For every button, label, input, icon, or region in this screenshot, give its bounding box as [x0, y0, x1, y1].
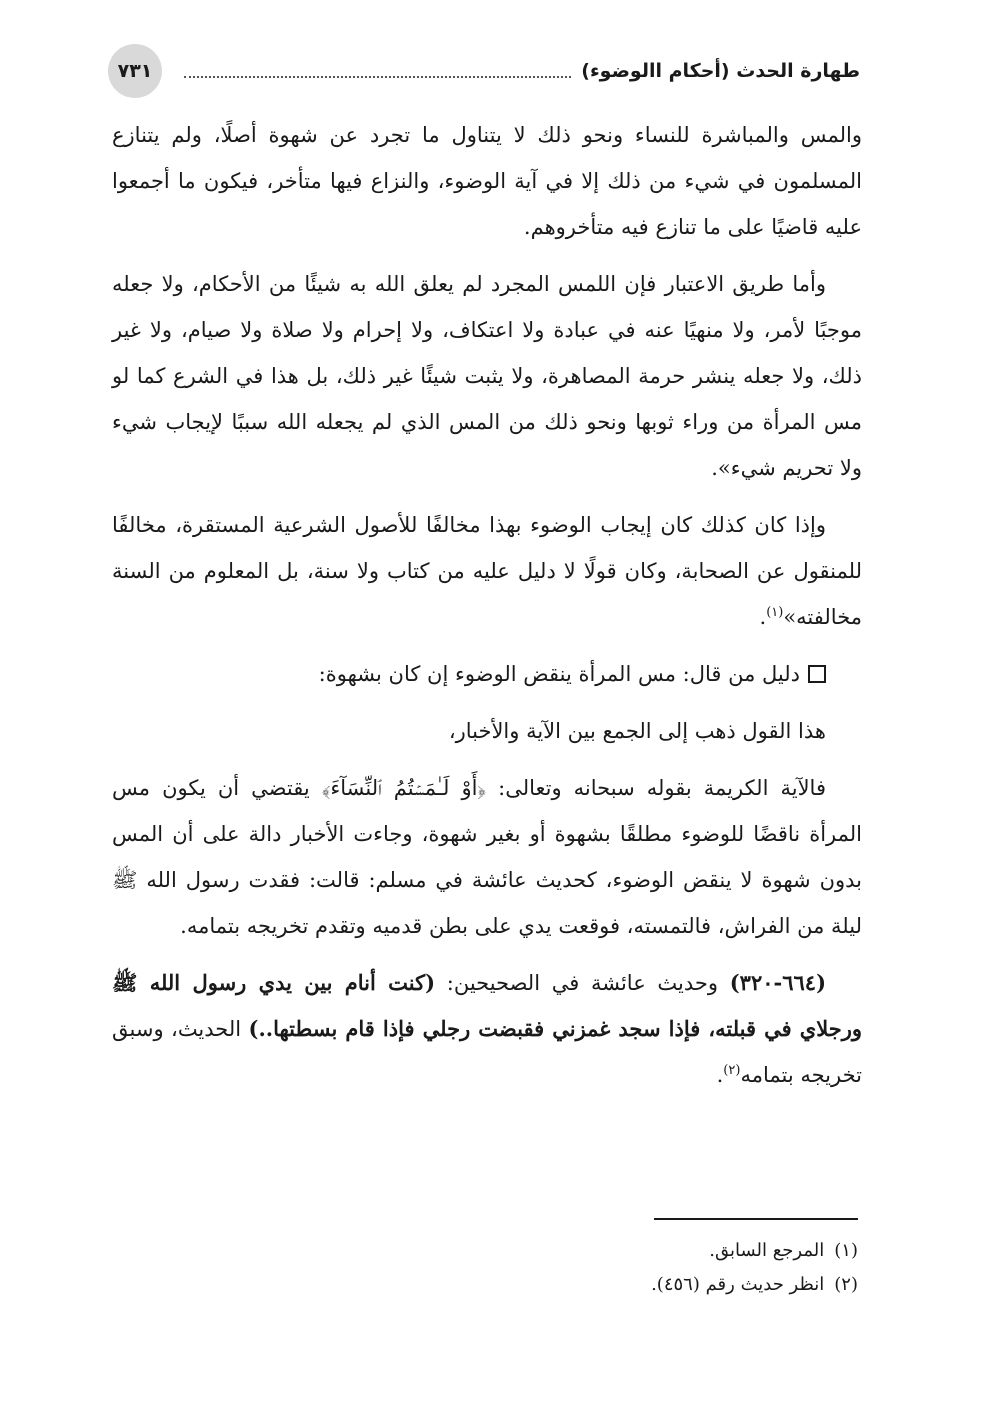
page-number: ٧٣١: [108, 44, 162, 98]
paragraph-3: [112, 502, 862, 640]
header-dot-leader: [184, 76, 571, 78]
main-text: [112, 112, 862, 1109]
paragraph-7-end: .: [716, 1063, 724, 1087]
paragraph-2: وأما طريق الاعتبار فإن اللمس المجرد لم يعلق الله به شيئًا من الأحكام، ولا جعله موجبًا لأمر، ولا منهيًا عنه في عبادة ولا اعتكاف، ولا إحرام ولا صلاة ولا صيام، ولا غير ذلك، ولا جعله ينشر حرمة المصاهرة، ولا يثبت شيئًا غير ذلك، بل هذا في الشرع كما لو مس المرأة من وراء ثوبها ونحو ذلك من المس الذي لم يجعله الله سببًا لإيجاب شيء ولا تحريم شيء».: [112, 272, 862, 480]
footnote-mark: (٢): [834, 1274, 858, 1295]
footnote-item: [112, 1268, 860, 1302]
paragraph-7: [112, 960, 862, 1098]
paragraph-6-rest: يقتضي أن يكون مس المرأة ناقضًا للوضوء مطلقًا بشهوة أو بغير شهوة، وجاءت الأخبار دالة على أن المس بدون شهوة لا ينقض الوضوء، كحديث عائشة في مسلم: قالت: فقدت رسول الله ﷺ ليلة من الفراش، فالتمسته، فوقعت يدي على بطن قدميه وتقدم تخريجه بتمامه.: [112, 776, 863, 938]
checkbox-square-icon: [808, 665, 826, 683]
footnote-mark: (١): [834, 1240, 858, 1261]
footnote-ref-1[interactable]: (١): [766, 605, 784, 620]
paragraph-5: هذا القول ذهب إلى الجمع بين الآية والأخبار،: [448, 719, 826, 743]
running-head: [174, 56, 860, 86]
paragraph-7-rest: الحديث، وسبق تخريجه بتمامه: [112, 1017, 862, 1087]
footnote-ref-2[interactable]: (٢): [723, 1063, 741, 1078]
quran-verse: ﴿أَوْ لَـٰمَسۡتُمُ ٱلنِّسَآءَ﴾: [321, 776, 487, 800]
paragraph-3-end: .: [759, 605, 767, 629]
section-heading-text: دليل من قال: مس المرأة ينقض الوضوء إن كان بشهوة:: [318, 662, 800, 686]
hadith-text: (كنت أنام بين يدي رسول الله ﷺ ورجلاي في قبلته، فإذا سجد غمزني فقبضت رجلي فإذا قام بسطتها..): [112, 970, 862, 1041]
paragraph-3-text: وإذا كان كذلك كان إيجاب الوضوء بهذا مخالفًا للأصول الشرعية المستقرة، مخالفًا للمنقول عن الصحابة، وكان قولًا لا دليل عليه من كتاب ولا سنة، بل المعلوم من السنة مخالفته»: [112, 513, 862, 629]
running-title: طهارة الحدث (أحكام االوضوء): [581, 60, 860, 82]
paragraph-7-intro: وحديث عائشة في الصحيحين:: [435, 971, 730, 995]
paragraph-6-intro: فالآية الكريمة بقوله سبحانه وتعالى:: [486, 776, 826, 800]
page-header: [108, 44, 860, 106]
paragraph-1: والمس والمباشرة للنساء ونحو ذلك لا يتناول ما تجرد عن شهوة أصلًا، ولم يتنازع المسلمون في شيء من ذلك إلا في آية الوضوء، والنزاع فيها متأخر، فيكون ما أجمعوا عليه قاضيًا على ما تنازع فيه متأخروهم.: [112, 123, 862, 239]
footnote-text: المرجع السابق.: [709, 1240, 825, 1261]
footnotes: [112, 1234, 860, 1302]
section-heading: [112, 651, 862, 697]
paragraph-6: [112, 765, 862, 949]
hadith-number: (٦٦٤-٣٢٠): [729, 970, 827, 995]
footnote-text: انظر حديث رقم (٤٥٦).: [651, 1274, 825, 1295]
footnote-separator: [654, 1218, 858, 1220]
footnote-item: [112, 1234, 860, 1268]
